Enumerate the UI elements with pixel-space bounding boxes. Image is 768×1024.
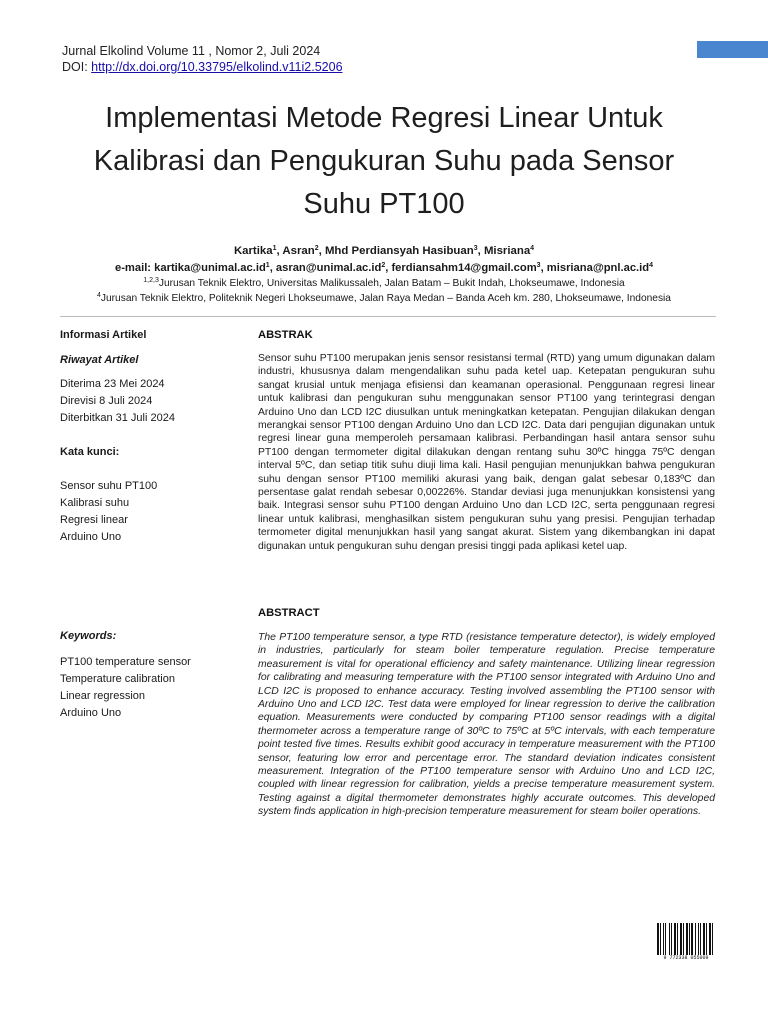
keyword-item: Arduino Uno <box>60 531 122 543</box>
doi-label: DOI: <box>62 60 92 74</box>
paper-title <box>40 97 728 226</box>
kata-kunci-section <box>60 446 240 458</box>
abstrak-body <box>258 352 715 553</box>
corner-color-tab <box>697 41 768 58</box>
keywords-title: Keywords: <box>60 630 117 642</box>
author-name: Misriana <box>483 245 531 257</box>
email-address: misriana@pnl.ac.id <box>546 262 650 274</box>
barcode-number: 9 772338 055009 <box>663 955 709 961</box>
article-info-title: Informasi Artikel <box>60 329 147 341</box>
doi-link[interactable]: http://dx.doi.org/10.33795/elkolind.v11i2.5206 <box>91 60 343 74</box>
keyword-item: Temperature calibration <box>60 673 175 685</box>
keywords-section <box>60 630 240 642</box>
article-info-panel <box>60 329 240 341</box>
abstrak-section <box>258 329 715 341</box>
title-line: Implementasi Metode Regresi Linear Untuk <box>105 102 663 134</box>
issn-barcode <box>657 923 715 961</box>
author-emails: e-mail: $kartika@unimal.ac.id^1$, $asran@unimal.ac.id^2$, ferdiansahm14@gmail.com$^3$, $misriana@pnl.ac.id^4$ <box>114 262 654 274</box>
author-list: Kartika$^1$, Asran$^2$, Mhd Perdiansyah Hasibuan$^3$, Misriana$^4$ <box>233 245 535 257</box>
journal-issue: Jurnal Elkolind Volume 11 , Nomor 2, Juli 2024 <box>62 44 321 58</box>
history-title: Riwayat Artikel <box>60 354 139 366</box>
keyword-item: Regresi linear <box>60 514 128 526</box>
barcode-bar <box>669 923 670 955</box>
title-line: Suhu PT100 <box>303 188 465 220</box>
barcode-bar <box>675 923 676 955</box>
affiliation: $^{1,2,3}$Jurusan Teknik Elektro, Universitas Malikussaleh, Jalan Batam – Bukit Indah, Lhokseumawe, Indonesia <box>143 277 625 289</box>
keyword-item: Sensor suhu PT100 <box>60 480 158 492</box>
kata-kunci-title: Kata kunci: <box>60 446 120 458</box>
article-history <box>60 354 240 366</box>
abstrak-paragraph: Sensor suhu PT100 merupakan jenis sensor resistansi termal (RTD) yang umum digunakan dalam industri, khususnya dalam mengendalikan suhu pada ketel uap. Ketepatan pengukuran suhu sangat krusial untuk menjaga efisiensi dan keamanan operasional. Penggunaan regresi linear untuk kalibrasi dan pengukuran suhu menggunakan sensor PT100 yang terintegrasi dengan Arduino Uno dan LCD I2C diusulkan untuk meningkatkan ketepatan. Pengujian dilakukan dengan merangkai sensor PT100 dengan Arduino Uno dan LCD I2C. Data dari pengujian digunakan untuk regresi linear guna memperoleh persamaan kalibrasi. Perbandingan hasil antara sensor suhu PT100 dengan termometer digital dilakukan dengan rentang suhu 30ºC hingga 75ºC dengan interval 5ºC, dan setiap titik suhu diuji lima kali. Hasil pengujian menunjukkan bahwa pengukuran suhu dengan sensor PT100 memiliki akurasi yang baik, dengan galat sebesar 0,183ºC dan persentase galat rendah sebesar 0,00226%. Standar deviasi juga menunjukkan konsistensi yang baik. Integrasi sensor suhu PT100 dengan Arduino Uno dan LCD I2C, serta penggunaan regresi linear untuk kalibrasi, menghasilkan sistem pengukuran suhu yang presisi. Pengujian terhadap termometer digital menunjukkan hasil yang sangat akurat. Sistem yang dikembangkan ini dapat digunakan untuk pengukuran suhu dengan presisi tinggi pada aplikasi ketel uap. <box>258 353 715 552</box>
keyword-item: Linear regression <box>60 690 145 702</box>
email-address: asran@unimal.ac.id <box>275 262 382 274</box>
abstract-body <box>258 631 715 819</box>
abstract-heading: ABSTRACT <box>258 607 320 619</box>
date-published: Diterbitkan 31 Juli 2024 <box>60 412 175 424</box>
abstrak-heading: ABSTRAK <box>258 329 313 341</box>
barcode-bars <box>657 923 715 955</box>
affiliation: $^4$Jurusan Teknik Elektro, Politeknik Negeri Lhokseumawe, Jalan Raya Medan – Banda Aceh km. 280, Lhokseumawe, Indonesia <box>97 292 671 304</box>
abstract-paragraph: The PT100 temperature sensor, a type RTD (resistance temperature detector), is widely employed in industries, particularly for steam boiler temperature regulation. Precise temperature measurement is vital for operational efficiency and safety maintenance. Utilizing linear regression for calibrating and measuring temperature with the PT100 sensor integrated with Arduino Uno and LCD I2C is proposed to enhance accuracy. Testing involved assembling the PT100 sensor with Arduino Uno and LCD I2C. Test data were employed for linear regression to derive the calibration equation. Measurements were conducted by comparing PT100 sensor readings with a digital thermometer across a temperature range of 30ºC to 75ºC at 5ºC intervals, with each temperature point tested five times. Results exhibit good accuracy in temperature measurement with the PT100 sensor, featuring low error and percentage error. The standard deviation indicates consistent measurement. Integration of the PT100 temperature sensor with Arduino Uno and LCD I2C, coupled with linear regression for calibration, yields a precise temperature measurement system. Testing against a digital thermometer demonstrates highly accurate outcomes. This developed system finds application in high-precision temperature measurement for steam boiler operations. <box>258 632 715 818</box>
barcode-bar <box>698 923 699 955</box>
kata-kunci-list <box>60 478 240 546</box>
barcode-bar <box>692 923 693 955</box>
title-line: Kalibrasi dan Pengukuran Suhu pada Sensor <box>93 145 675 177</box>
journal-header <box>62 43 343 75</box>
date-received: Diterima 23 Mei 2024 <box>60 378 165 390</box>
abstract-section <box>258 607 715 619</box>
header-divider <box>60 316 716 317</box>
history-dates <box>60 376 240 427</box>
keyword-item: Arduino Uno <box>60 707 122 719</box>
barcode-bar <box>660 923 661 955</box>
date-revised: Direvisi 8 Juli 2024 <box>60 395 153 407</box>
author-name: Mhd Perdiansyah Hasibuan <box>324 245 474 257</box>
keywords-list <box>60 654 240 722</box>
keyword-item: PT100 temperature sensor <box>60 656 191 668</box>
doi-line <box>62 59 343 75</box>
email-address: kartika@unimal.ac.id <box>154 262 266 274</box>
author-name: Asran <box>282 245 315 257</box>
barcode-bar <box>665 923 666 955</box>
keyword-item: Kalibrasi suhu <box>60 497 130 509</box>
author-name: Kartika <box>233 245 273 257</box>
email-address: ferdiansahm14@gmail.com <box>391 262 537 274</box>
barcode-bar <box>704 923 705 955</box>
